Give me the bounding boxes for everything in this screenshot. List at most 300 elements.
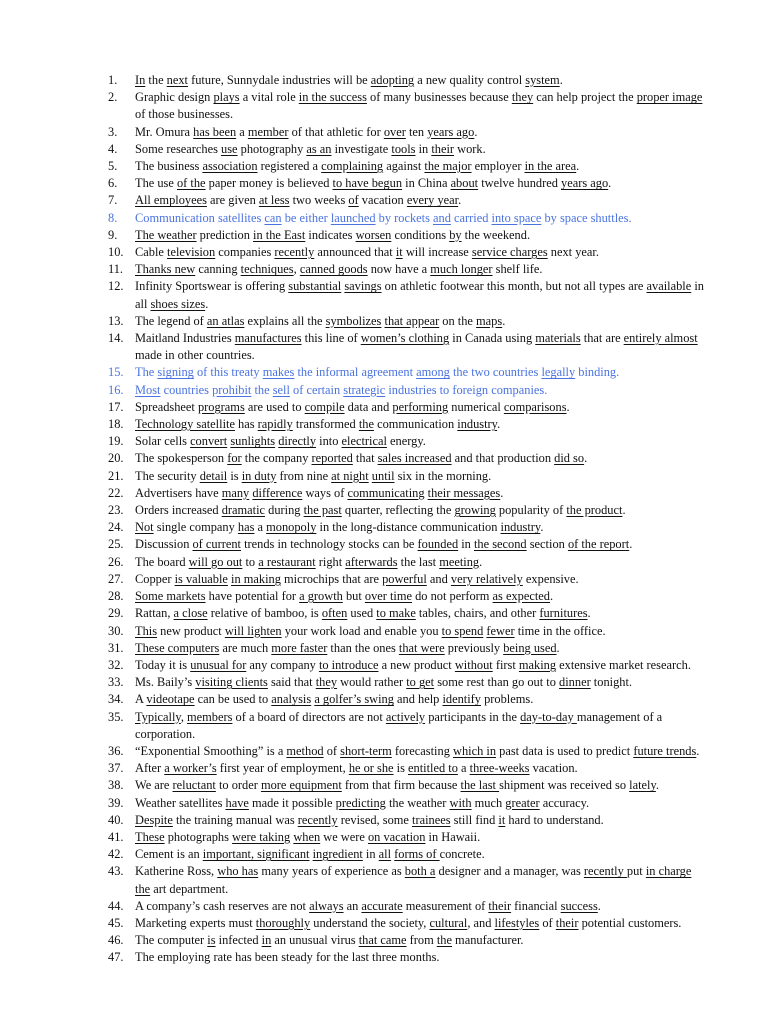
sentence-text: registered a [257, 159, 322, 174]
sentence-text: . [205, 296, 209, 311]
underlined-phrase: Thanks new [135, 262, 196, 277]
sentence-text: the company [241, 451, 312, 466]
item-number: 32. [108, 657, 124, 672]
sentence-text: Rattan, [135, 606, 174, 621]
underlined-phrase: tools [391, 141, 416, 156]
item-number: 38. [108, 778, 124, 793]
item-sentence [135, 916, 681, 930]
item-number: 12. [108, 279, 124, 294]
sentence-text: a new quality control [414, 73, 526, 87]
underlined-phrase: available [646, 279, 692, 294]
underlined-phrase: monopoly [266, 520, 317, 535]
item-sentence [135, 228, 530, 242]
underlined-phrase: trainees [412, 812, 451, 827]
sentence-text: made in other countries. [135, 348, 255, 363]
underlined-phrase: savings [344, 279, 382, 294]
sentence-text: right [315, 554, 346, 569]
sentence-text: are given [206, 193, 259, 208]
item-sentence [135, 641, 560, 655]
sentence-text: can be used to [194, 692, 272, 707]
sentence-text: participants in the [425, 709, 521, 724]
sentence-text: The legend of [135, 313, 207, 328]
item-number: 3. [108, 124, 118, 139]
list-item [108, 812, 708, 829]
sentence-text: transformed [292, 417, 359, 432]
sentence-text: countries [160, 382, 213, 397]
item-sentence [135, 486, 503, 500]
sentence-text: popularity of [495, 503, 567, 518]
item-number: 19. [108, 434, 124, 449]
sentence-text: , [293, 262, 300, 277]
underlined-phrase: as expected [492, 589, 550, 604]
item-number: 9. [108, 227, 118, 242]
underlined-phrase: in the area [524, 159, 577, 174]
underlined-phrase: their [555, 915, 579, 930]
underlined-phrase: the [436, 933, 452, 948]
underlined-phrase: Not [135, 520, 154, 535]
underlined-phrase: more faster [271, 640, 328, 655]
item-sentence [135, 365, 619, 379]
underlined-phrase: forms of [394, 847, 440, 862]
list-item [108, 657, 708, 674]
underlined-phrase: member [247, 124, 289, 139]
underlined-phrase: maps [476, 313, 503, 328]
underlined-phrase: years ago [561, 176, 609, 191]
sentence-text: work. [454, 141, 486, 156]
sentence-text: two weeks [289, 193, 349, 208]
underlined-phrase: making [518, 657, 557, 672]
list-item [108, 330, 708, 364]
list-item [108, 743, 708, 760]
sentence-text: ways of [302, 485, 348, 500]
item-number: 2. [108, 90, 118, 105]
sentence-text: art department. [150, 881, 229, 896]
sentence-text: in China [402, 176, 451, 191]
underlined-phrase: were taking [232, 829, 291, 844]
sentence-text: The business [135, 159, 203, 174]
item-number: 24. [108, 520, 124, 535]
underlined-phrase: sell [272, 382, 290, 397]
sentence-text: relative of bamboo, is [207, 606, 322, 621]
underlined-phrase: reluctant [172, 778, 216, 793]
item-sentence [135, 813, 604, 827]
sentence-text: that [352, 451, 378, 466]
underlined-phrase: the product [566, 503, 623, 518]
sentence-text: still find [450, 812, 499, 827]
underlined-phrase: a growth [299, 589, 343, 604]
underlined-phrase: visiting clients [195, 675, 268, 690]
underlined-phrase: to introduce [318, 657, 379, 672]
sentence-text: twelve hundred [478, 176, 562, 191]
list-item [108, 588, 708, 605]
underlined-phrase: over time [364, 589, 413, 604]
sentence-text: canning [195, 262, 241, 277]
underlined-phrase: canned goods [299, 262, 368, 277]
list-item [108, 364, 708, 381]
underlined-phrase: convert [190, 434, 228, 449]
underlined-phrase: being used [503, 640, 557, 655]
sentence-text: in [415, 141, 432, 156]
sentence-text: time in the office. [514, 623, 606, 638]
item-number: 45. [108, 915, 124, 930]
underlined-phrase: it [395, 245, 403, 260]
sentence-text: Infinity Sportswear is offering [135, 279, 289, 294]
item-sentence [135, 469, 491, 483]
underlined-phrase: The weather [135, 227, 197, 242]
underlined-phrase: to have begun [332, 176, 403, 191]
underlined-phrase: the past [303, 503, 342, 518]
underlined-phrase: These [135, 829, 165, 844]
sentence-text: many years of experience as [258, 864, 405, 879]
sentence-text: a [236, 124, 248, 139]
underlined-phrase: at less [258, 193, 290, 208]
underlined-phrase: industry [500, 520, 541, 535]
sentence-text: A [135, 692, 147, 707]
list-item [108, 278, 708, 312]
item-number: 37. [108, 761, 124, 776]
item-sentence [135, 193, 461, 207]
sentence-text: to order [215, 778, 261, 793]
underlined-phrase: always [309, 898, 344, 913]
list-item [108, 313, 708, 330]
list-item [108, 72, 708, 89]
sentence-text: . [458, 193, 462, 208]
underlined-phrase: very relatively [450, 571, 523, 586]
underlined-phrase: both a [404, 864, 436, 879]
sentence-text: past data is used to predict [496, 743, 634, 758]
item-number: 44. [108, 898, 124, 913]
underlined-phrase: often [321, 606, 348, 621]
sentence-text: of many businesses because [366, 90, 512, 105]
underlined-phrase: symbolizes [325, 313, 382, 328]
item-number: 47. [108, 950, 124, 965]
list-item [108, 433, 708, 450]
underlined-phrase: ingredient [312, 847, 363, 862]
item-sentence [135, 331, 698, 362]
sentence-text: Discussion [135, 537, 193, 552]
sentence-text: first [492, 657, 519, 672]
underlined-phrase: have [225, 795, 249, 810]
sentence-text: of [323, 743, 341, 758]
underlined-phrase: powerful [382, 571, 427, 586]
sentence-text: the last [397, 554, 440, 569]
underlined-phrase: at night [331, 468, 369, 483]
sentence-text: your work load and enable you [281, 623, 442, 638]
underlined-phrase: as an [306, 141, 332, 156]
underlined-phrase: entirely almost [623, 331, 698, 346]
item-sentence [135, 761, 578, 775]
item-sentence [135, 245, 599, 259]
sentence-text: from that firm because [341, 778, 461, 793]
underlined-phrase: actively [385, 709, 426, 724]
underlined-phrase: recently [274, 245, 315, 260]
item-number: 22. [108, 485, 124, 500]
underlined-phrase: the last [460, 778, 500, 793]
underlined-phrase: a worker’s [164, 761, 217, 776]
underlined-phrase: Most [135, 382, 161, 397]
underlined-phrase: plays [213, 90, 240, 105]
sentence-text: The security [135, 468, 200, 483]
underlined-phrase: they [315, 675, 338, 690]
sentence-text: Some researches [135, 141, 222, 156]
sentence-text: The employing rate has been steady for the last three months. [135, 950, 440, 965]
underlined-phrase: founded [417, 537, 459, 552]
item-number: 26. [108, 554, 124, 569]
item-sentence [135, 675, 632, 689]
sentence-text: Solar cells [135, 434, 191, 449]
sentence-text: in [458, 537, 474, 552]
list-item [108, 932, 708, 949]
list-item [108, 210, 708, 227]
sentence-text: Copper [135, 571, 175, 586]
sentence-text: will increase [402, 245, 472, 260]
underlined-phrase: who has [217, 864, 259, 879]
underlined-phrase: cultural [429, 915, 468, 930]
underlined-phrase: In [135, 73, 146, 87]
sentence-text: ten [405, 124, 428, 139]
sentence-text: a vital role [239, 90, 299, 105]
item-sentence [135, 279, 704, 310]
list-item [108, 261, 708, 278]
underlined-phrase: by [449, 227, 462, 242]
item-sentence [135, 537, 632, 551]
sentence-text: photography [237, 141, 307, 156]
sentence-text: The computer [135, 933, 208, 948]
sentence-text: Cable [135, 245, 167, 260]
sentence-text: can help project the [533, 90, 637, 105]
item-number: 40. [108, 812, 124, 827]
underlined-phrase: accurate [361, 898, 403, 913]
sentence-text: and help [393, 692, 443, 707]
sentence-text: but [342, 589, 365, 604]
list-item [108, 124, 708, 141]
sentence-text: problems. [481, 692, 534, 707]
item-number: 13. [108, 313, 124, 328]
sentence-text: . [474, 124, 478, 139]
underlined-phrase: launched [330, 210, 376, 225]
underlined-phrase: rapidly [257, 417, 293, 432]
sentence-text: the [251, 382, 273, 397]
underlined-phrase: recently [297, 812, 338, 827]
sentence-text: . [479, 554, 483, 569]
sentence-text: accuracy. [539, 795, 590, 810]
underlined-phrase: to make [376, 606, 416, 621]
sentence-text: previously [444, 640, 504, 655]
sentence-text: Graphic design [135, 90, 214, 105]
sentence-text: industries to foreign companies. [385, 382, 548, 397]
sentence-text: six in the morning. [394, 468, 492, 483]
list-item [108, 777, 708, 794]
sentence-text: Today it is [135, 657, 191, 672]
item-sentence [135, 142, 486, 156]
item-sentence [135, 90, 702, 121]
underlined-phrase: when [293, 829, 321, 844]
underlined-phrase: they [511, 90, 534, 105]
sentence-text: . [584, 451, 588, 466]
underlined-phrase: among [416, 365, 450, 380]
item-sentence [135, 606, 591, 620]
sentence-text: this line of [301, 331, 361, 346]
item-number: 29. [108, 606, 124, 621]
sentence-text: are much [219, 640, 272, 655]
sentence-text: “Exponential Smoothing” is a [135, 743, 287, 758]
underlined-phrase: on vacation [367, 829, 426, 844]
underlined-phrase: women’s clothing [360, 331, 450, 346]
item-number: 36. [108, 743, 124, 758]
underlined-phrase: complaining [321, 159, 384, 174]
underlined-phrase: legally [541, 365, 576, 380]
sentence-text: shipment was received so [499, 778, 630, 793]
sentence-text: used [347, 606, 377, 621]
item-number: 33. [108, 675, 124, 690]
list-item [108, 674, 708, 691]
underlined-phrase: over [383, 124, 406, 139]
sentence-text: by rockets [375, 210, 434, 225]
list-item [108, 382, 708, 399]
underlined-phrase: adopting [370, 73, 415, 87]
underlined-phrase: Some markets [135, 589, 206, 604]
underlined-phrase: fewer [486, 623, 515, 638]
sentence-text: , and [467, 915, 495, 930]
underlined-phrase: videotape [146, 692, 195, 707]
underlined-phrase: in making [231, 571, 281, 586]
underlined-phrase: day-to-day [520, 709, 577, 724]
underlined-phrase: short-term [340, 743, 392, 758]
underlined-phrase: lately [629, 778, 656, 793]
underlined-phrase: reported [311, 451, 353, 466]
item-number: 14. [108, 331, 124, 346]
sentence-text: in Canada using [449, 331, 536, 346]
sentence-text: tables, chairs, and other [415, 606, 540, 621]
list-item [108, 863, 708, 897]
underlined-phrase: of [348, 193, 359, 208]
item-sentence [135, 314, 505, 328]
sentence-text: said that [267, 675, 316, 690]
underlined-phrase: to get [406, 675, 435, 690]
sentence-text: Ms. Baily’s [135, 675, 196, 690]
underlined-phrase: sunlights [230, 434, 276, 449]
sentence-text: would rather [337, 675, 407, 690]
sentence-text: section [526, 537, 568, 552]
sentence-text: Maitland Industries [135, 331, 235, 346]
sentence-text: an [343, 898, 362, 913]
underlined-phrase: worsen [355, 227, 392, 242]
underlined-phrase: members [187, 709, 233, 724]
item-sentence [135, 383, 547, 397]
list-item [108, 89, 708, 123]
underlined-phrase: proper image [636, 90, 703, 105]
sentence-text: . [500, 485, 504, 500]
sentence-text: in the long-distance communication [316, 520, 501, 535]
underlined-phrase: in charge the [135, 864, 692, 896]
list-item [108, 192, 708, 209]
underlined-phrase: communicating [347, 485, 425, 500]
item-number: 42. [108, 847, 124, 862]
item-sentence [135, 400, 570, 414]
sentence-text: any company [246, 657, 319, 672]
item-sentence [135, 933, 524, 947]
sentence-text: microchips that are [280, 571, 383, 586]
item-sentence [135, 744, 699, 758]
sentence-text: in Hawaii. [425, 829, 481, 844]
sentence-text: into [316, 434, 342, 449]
list-item [108, 915, 708, 932]
sentence-text: against [383, 159, 425, 174]
underlined-phrase: in [261, 933, 272, 948]
list-item [108, 536, 708, 553]
underlined-phrase: All employees [135, 193, 207, 208]
list-item [108, 450, 708, 467]
sentence-text: employer [471, 159, 525, 174]
sentence-text: extensive market research. [556, 657, 691, 672]
item-sentence [135, 520, 543, 534]
sentence-text: . [608, 176, 612, 191]
underlined-phrase: to spend [441, 623, 484, 638]
sentence-text: The board [135, 554, 189, 569]
sentence-text: Katherine Ross, [135, 864, 218, 879]
sentence-text: . [622, 503, 626, 518]
item-sentence [135, 778, 659, 792]
sentence-text: Cement is an [135, 847, 203, 862]
sentence-text: has [234, 417, 258, 432]
underlined-phrase: makes [262, 365, 295, 380]
sentence-text: announced that [314, 245, 396, 260]
underlined-phrase: signing [157, 365, 194, 380]
sentence-text: of a board of directors are not [232, 709, 386, 724]
underlined-phrase: identify [442, 692, 481, 707]
underlined-phrase: all [378, 847, 392, 862]
underlined-phrase: Typically [135, 709, 181, 724]
underlined-phrase: furnitures [539, 606, 588, 621]
underlined-phrase: a close [173, 606, 208, 621]
sentence-text: financial [511, 898, 561, 913]
sentence-text: energy. [386, 434, 426, 449]
sentence-text: Marketing experts must [135, 915, 256, 930]
underlined-phrase: entitled to [408, 761, 458, 776]
underlined-phrase: until [371, 468, 395, 483]
item-sentence [135, 417, 500, 431]
item-sentence [135, 624, 606, 638]
underlined-phrase: substantial [288, 279, 342, 294]
sentence-text: . [597, 898, 601, 913]
underlined-phrase: success [560, 898, 598, 913]
sentence-text: companies [215, 245, 275, 260]
underlined-phrase: the second [473, 537, 527, 552]
sentence-text: much [471, 795, 506, 810]
underlined-phrase: recently [583, 864, 627, 879]
underlined-phrase: comparisons [503, 399, 567, 414]
item-sentence [135, 262, 542, 276]
underlined-phrase: programs [197, 399, 245, 414]
list-item [108, 640, 708, 657]
sentence-text: than the ones [327, 640, 399, 655]
sentence-text: communication [373, 417, 458, 432]
sentence-text: an unusual virus [271, 933, 359, 948]
item-sentence [135, 73, 563, 87]
list-item [108, 399, 708, 416]
underlined-phrase: shoes sizes [150, 296, 206, 311]
underlined-phrase: has [237, 520, 255, 535]
sentence-text: infected [215, 933, 262, 948]
underlined-phrase: dramatic [221, 503, 266, 518]
item-sentence [135, 692, 533, 706]
sentence-text: by space shuttles. [541, 210, 632, 225]
item-number: 15. [108, 365, 124, 380]
item-sentence [135, 555, 482, 569]
sentence-text: carried [450, 210, 492, 225]
sentence-text: concrete. [439, 847, 485, 862]
underlined-phrase: it [498, 812, 506, 827]
